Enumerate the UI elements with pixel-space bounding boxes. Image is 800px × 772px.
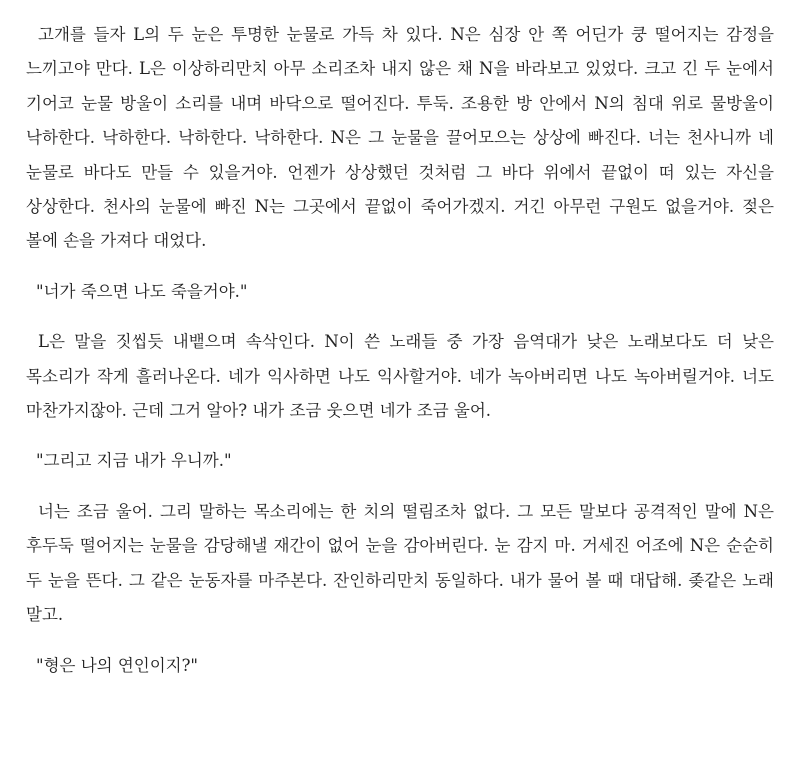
paragraph-spacer [26,633,774,649]
paragraph-spacer [26,428,774,444]
dialogue-line-3: "형은 나의 연인이지?" [36,655,199,675]
narrative-paragraph-1: 고개를 들자 L의 두 눈은 투명한 눈물로 가득 차 있다. N은 심장 안 쪽 어딘가 쿵 떨어지는 감정을 느끼고야 만다. L은 이상하리만치 아무 소리조차 내지 않은 채 N을 바라보고 있었다. 크고 긴 두 눈에서 기어코 눈물 방울이 소리를 내며 바닥으로 떨어진다. 투둑. 조용한 방 안에서 N의 침대 위로 물방울이 낙하한다. 낙하한다. 낙하한다. 낙하한다. N은 그 눈물을 끌어모으는 상상에 빠진다. 너는 천사니까 네 눈물로 바다도 만들 수 있을거야. 언젠가 상상했던 것처럼 그 바다 위에서 끝없이 떠 있는 자신을 상상한다. 천사의 눈물에 빠진 N는 그곳에서 끝없이 죽어가겠지. 거긴 아무런 구원도 없을거야. 젖은 볼에 손을 가져다 대었다. [26,25,774,251]
paragraph-spacer [26,479,774,495]
paragraph-spacer [26,259,774,275]
dialogue-line-2: "그리고 지금 내가 우니까." [36,451,232,471]
narrative-paragraph-3: 너는 조금 울어. 그리 말하는 목소리에는 한 치의 떨림조차 없다. 그 모든 말보다 공격적인 말에 N은 후두둑 떨어지는 눈물을 감당해낼 재간이 없어 눈을 감아버린다. 눈 감지 마. 거세진 어조에 N은 순순히 두 눈을 뜬다. 그 같은 눈동자를 마주본다. 잔인하리만치 동일하다. 내가 물어 볼 때 대답해. 좆같은 노래 말고. [26,501,774,625]
dialogue-line-1: "너가 죽으면 나도 죽을거야." [36,281,248,301]
narrative-paragraph-2: L은 말을 짓씹듯 내뱉으며 속삭인다. N이 쓴 노래들 중 가장 음역대가 낮은 노래보다도 더 낮은 목소리가 작게 흘러나온다. 네가 익사하면 나도 익사할거야. 네가 녹아버리면 나도 녹아버릴거야. 너도 마찬가지잖아. 근데 그거 알아? 내가 조금 웃으면 네가 조금 울어. [26,332,774,421]
paragraph-spacer [26,309,774,325]
